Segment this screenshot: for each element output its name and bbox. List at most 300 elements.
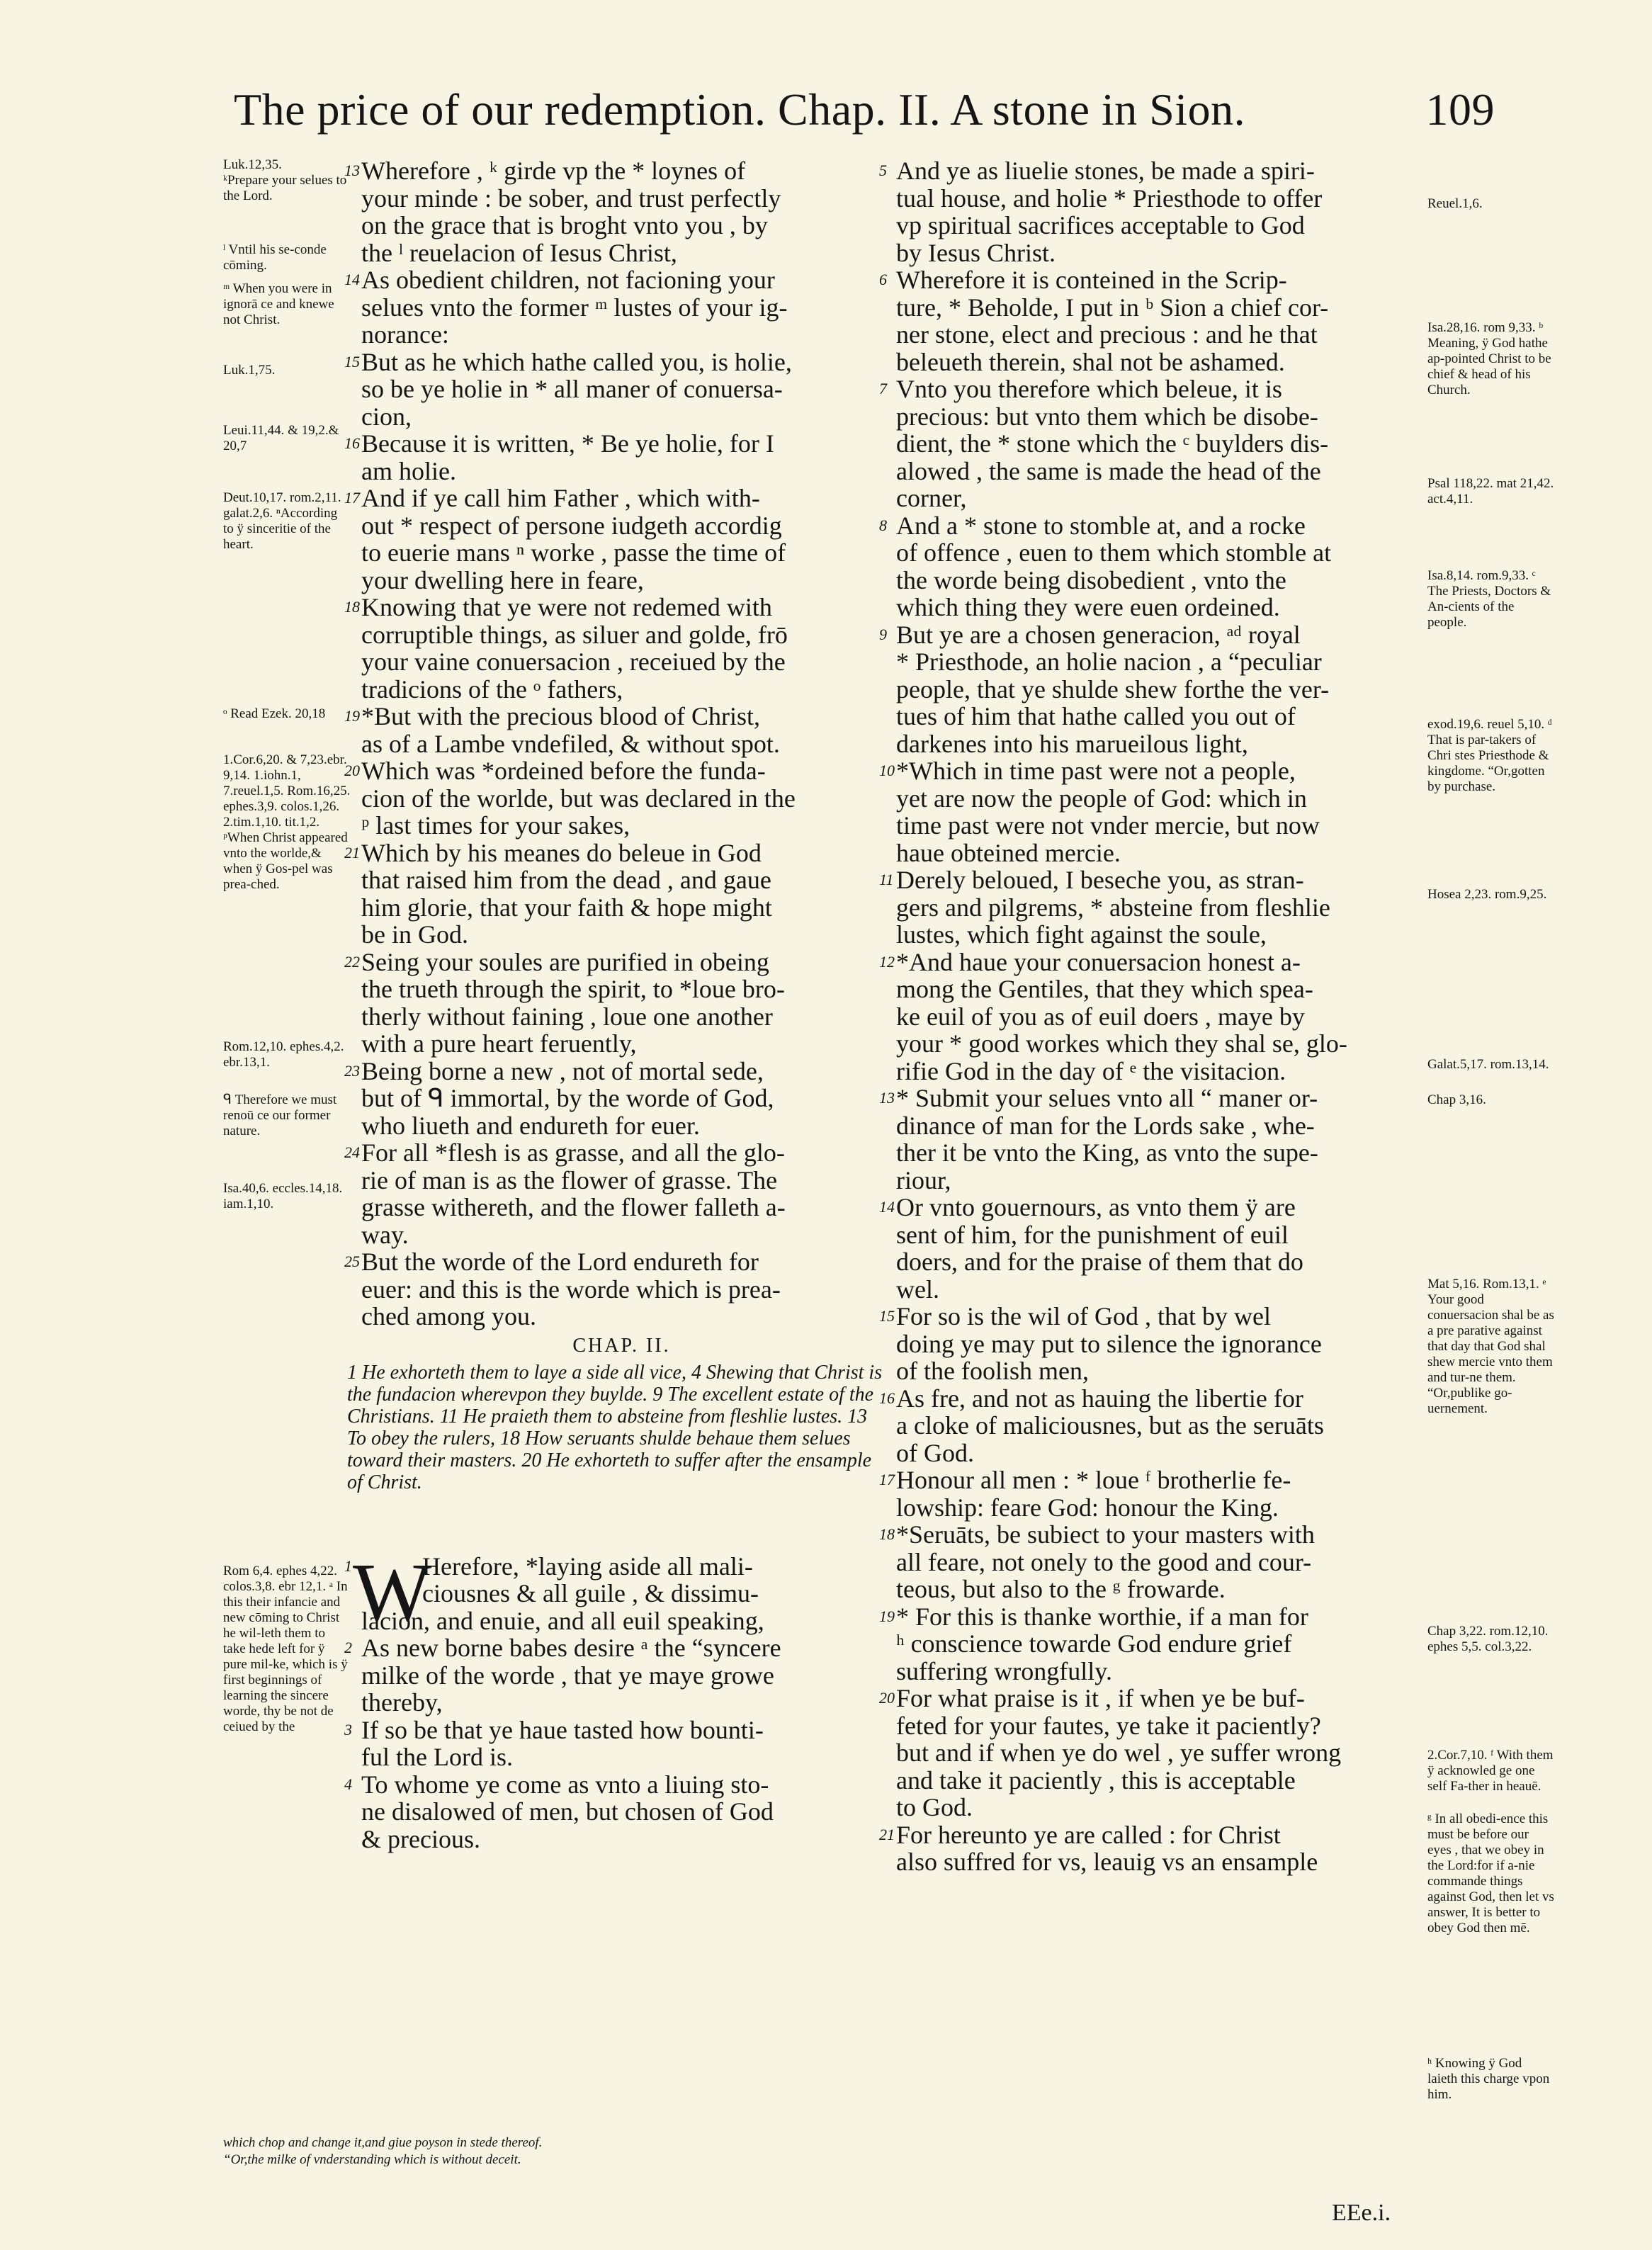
text-line xyxy=(361,567,889,594)
text-line xyxy=(896,485,1424,512)
text-line xyxy=(896,185,1424,213)
verse-number: 11 xyxy=(879,871,894,888)
header-title: The price of our redemption. Chap. II. A stone in Sion. xyxy=(234,84,1246,135)
verse-text: feted for your fautes, ye take it paciently? xyxy=(896,1711,1321,1740)
margin-note: ʰ Knowing ÿ God laieth this charge vpon him. xyxy=(1427,2056,1550,2102)
verse-number: 4 xyxy=(344,1775,352,1793)
text-line xyxy=(896,594,1424,621)
verse-text: yet are now the people of God: which in xyxy=(896,784,1307,813)
text-line xyxy=(896,1412,1424,1440)
verse-text: the trueth through the spirit, to *loue bro- xyxy=(361,975,785,1003)
text-line xyxy=(896,703,1424,730)
verse-number: 16 xyxy=(344,434,360,452)
text-line xyxy=(896,1139,1424,1167)
dropcap: W xyxy=(353,1545,432,1639)
verse-text: with a pure heart feruently, xyxy=(361,1029,637,1058)
verse-number: 2 xyxy=(344,1639,352,1656)
chapter-summary: 1 He exhorteth them to laye a side all vice, 4 Shewing that Christ is the fundacion wherevpon they buylde. 9 The excellent estate of the Christians. 11 He praieth them to absteine from fleshlie lustes. 13 To obey the rulers, 18 How seruants shulde behaue them selues toward their masters. 20 He exhorteth to suffer after the ensample of Christ. xyxy=(347,1361,883,1493)
text-line xyxy=(879,1084,1424,1112)
verse-text: Knowing that ye were not redemed with xyxy=(361,593,772,621)
verse-text: Seing your soules are purified in obeing xyxy=(361,947,769,976)
text-line xyxy=(896,648,1424,676)
verse-text: your dwelling here in feare, xyxy=(361,565,644,594)
verse-text: of God. xyxy=(896,1438,974,1467)
text-line xyxy=(361,185,889,213)
text-line xyxy=(879,266,1424,294)
text-line xyxy=(879,866,1424,894)
verse-text: Herefore, *laying aside all mali- xyxy=(422,1551,753,1581)
text-line xyxy=(361,1112,889,1140)
verse-text: *But with the precious blood of Christ, xyxy=(361,702,760,730)
text-line xyxy=(361,539,889,567)
text-line xyxy=(896,1549,1424,1576)
verse-text: * For this is thanke worthie, if a man for xyxy=(896,1602,1308,1631)
verse-text: rifie God in the day of ᵉ the visitacion. xyxy=(896,1056,1286,1085)
footnotes xyxy=(223,2135,790,2169)
verse-text: Wherefore , ᵏ girde vp the * loynes of xyxy=(361,157,746,185)
verse-text: gers and pilgrems, * absteine from fleshlie xyxy=(896,893,1330,922)
margin-note: Isa.28,16. rom 9,33. ᵇ Meaning, ÿ God hathe ap-pointed Christ to be chief & head of his Church. xyxy=(1427,320,1551,397)
verse-number: 14 xyxy=(344,271,360,288)
verse-text: *Which in time past were not a people, xyxy=(896,757,1296,785)
verse-number: 5 xyxy=(879,162,887,179)
text-line xyxy=(896,921,1424,949)
verse-text: Which was *ordeined before the funda- xyxy=(361,757,766,785)
text-line xyxy=(361,1662,889,1690)
text-line xyxy=(344,1715,889,1744)
verse-text: And if ye call him Father , which with- xyxy=(361,484,760,512)
verse-number: 17 xyxy=(344,489,360,507)
text-line xyxy=(896,349,1424,376)
verse-text: *Seruāts, be subiect to your masters with xyxy=(896,1520,1315,1549)
text-line xyxy=(344,757,889,785)
verse-text: the ˡ reuelacion of Iesus Christ, xyxy=(361,238,677,267)
verse-text: time past were not vnder mercie, but now xyxy=(896,811,1320,839)
margin-note: Isa.40,6. eccles.14,18. iam.1,10. xyxy=(223,1181,343,1211)
text-line xyxy=(361,1085,889,1112)
verse-number: 22 xyxy=(344,952,360,971)
verse-text: milke of the worde , that ye maye growe xyxy=(361,1661,774,1690)
verse-text: norance: xyxy=(361,320,449,349)
text-line xyxy=(361,1303,889,1330)
text-line xyxy=(896,212,1424,239)
verse-text: corruptible things, as siluer and golde, frō xyxy=(361,620,788,649)
verse-text: ther it be vnto the King, as vnto the supe- xyxy=(896,1138,1318,1167)
verse-text: ner stone, elect and precious : and he that xyxy=(896,320,1318,349)
verse-text: him glorie, that your faith & hope might xyxy=(361,893,772,922)
text-line xyxy=(896,1658,1424,1685)
verse-text: your vaine conuersacion , receiued by the xyxy=(361,648,786,676)
text-line xyxy=(361,1167,889,1194)
verse-number: 9 xyxy=(879,625,887,643)
text-line xyxy=(344,593,889,621)
verse-number: 12 xyxy=(879,952,895,971)
text-line xyxy=(896,539,1424,567)
verse-number: 16 xyxy=(879,1389,895,1407)
verse-text: For what praise is it , if when ye be buf- xyxy=(896,1684,1305,1712)
text-line xyxy=(879,1466,1424,1494)
text-line xyxy=(361,212,889,239)
margin-note: exod.19,6. reuel 5,10. ᵈ That is par-takers of Chri stes Priesthode & kingdome. “Or,gotten by purchase. xyxy=(1427,717,1552,794)
text-line xyxy=(896,785,1424,813)
text-line xyxy=(361,976,889,1003)
text-line xyxy=(361,1580,889,1607)
text-line xyxy=(896,1276,1424,1304)
verse-text: doing ye may put to silence the ignorance xyxy=(896,1329,1322,1358)
verse-text: sent of him, for the punishment of euil xyxy=(896,1220,1289,1249)
text-line xyxy=(344,947,889,976)
text-line xyxy=(344,1248,889,1276)
text-line xyxy=(896,1030,1424,1058)
margin-note: Mat 5,16. Rom.13,1. ᵉ Your good conuersacion shal be as a pre parative against that day that God shal shew mercie vnto them and tur-ne them. “Or,publike go-uernement. xyxy=(1427,1277,1554,1416)
verse-text: teous, but also to the ᵍ frowarde. xyxy=(896,1575,1226,1603)
text-line xyxy=(344,1634,889,1662)
verse-text: Because it is written, * Be ye holie, for I xyxy=(361,429,774,458)
verse-number: 20 xyxy=(344,762,360,779)
text-line xyxy=(344,702,889,730)
text-line xyxy=(361,294,889,322)
verse-text: so be ye holie in * all maner of conuersa- xyxy=(361,375,783,403)
text-line xyxy=(361,1826,889,1853)
text-line xyxy=(361,676,889,703)
verse-text: Or vnto gouernours, as vnto them ÿ are xyxy=(896,1193,1296,1221)
verse-text: But the worde of the Lord endureth for xyxy=(361,1248,759,1276)
verse-text: And ye as liuelie stones, be made a spiri- xyxy=(896,157,1315,185)
text-line xyxy=(896,1167,1424,1194)
text-line xyxy=(361,894,889,922)
verse-text: haue obteined mercie. xyxy=(896,838,1121,867)
text-line xyxy=(896,1357,1424,1385)
verse-number: 6 xyxy=(879,271,887,288)
verse-text: rie of man is as the flower of grasse. The xyxy=(361,1165,778,1194)
text-line xyxy=(344,1551,889,1581)
verse-text: suffering wrongfully. xyxy=(896,1656,1112,1685)
margin-note: Chap 3,16. xyxy=(1427,1092,1486,1107)
text-line xyxy=(896,294,1424,322)
margin-note: ᑫ Therefore we must renoū ce our former nature. xyxy=(223,1092,337,1138)
text-line xyxy=(896,1330,1424,1358)
margin-note: ᵍ In all obedi-ence this must be before our eyes , that we obey in the Lord:for if a-nie commande things against God, then let vs answer, It is better to obey God then mē. xyxy=(1427,1811,1554,1935)
verse-text: For all *flesh is as grasse, and all the glo- xyxy=(361,1138,785,1167)
text-line xyxy=(361,1689,889,1717)
verse-text: euer: and this is the worde which is prea- xyxy=(361,1274,781,1304)
verse-text: your * good workes which they shal se, glo- xyxy=(896,1029,1347,1058)
text-line xyxy=(896,1058,1424,1085)
verse-text: corner, xyxy=(896,484,967,512)
margin-note: ᵐ When you were in ignorā ce and knewe not Christ. xyxy=(223,281,334,327)
verse-number: 17 xyxy=(879,1471,895,1488)
margin-note: Leui.11,44. & 19,2.& 20,7 xyxy=(223,423,339,453)
verse-text: * Priesthode, an holie nacion , a “peculiar xyxy=(896,648,1322,676)
text-line xyxy=(344,266,889,294)
verse-text: the worde being disobedient , vnto the xyxy=(896,565,1286,594)
verse-number: 14 xyxy=(879,1198,895,1216)
verse-text: As obedient children, not facioning your xyxy=(361,266,775,294)
verse-text: beleueth therein, shal not be ashamed. xyxy=(896,347,1285,376)
text-line xyxy=(896,1848,1424,1876)
verse-text: precious: but vnto them which be disobe- xyxy=(896,402,1318,431)
verse-text: For hereunto ye are called : for Christ xyxy=(896,1820,1281,1849)
verse-text: vp spiritual sacrifices acceptable to God xyxy=(896,211,1305,239)
verse-number: 19 xyxy=(344,707,360,725)
verse-text: lacion, and enuie, and all euil speaking, xyxy=(361,1606,764,1635)
verse-text: ᵖ last times for your sakes, xyxy=(361,811,630,839)
verse-text: grasse withereth, and the flower falleth a- xyxy=(361,1193,786,1221)
text-line xyxy=(896,1767,1424,1794)
text-line xyxy=(344,1056,889,1085)
text-line xyxy=(879,757,1424,785)
verse-text: wel. xyxy=(896,1274,939,1304)
text-line xyxy=(361,621,889,649)
verse-text: also suffred for vs, leauig vs an ensample xyxy=(896,1848,1318,1876)
text-line xyxy=(896,839,1424,867)
margin-note: Isa.8,14. rom.9,33. ᶜ The Priests, Doctors & An-cients of the people. xyxy=(1427,568,1551,630)
verse-number: 23 xyxy=(344,1061,360,1080)
text-line xyxy=(896,1221,1424,1249)
verse-text: of the foolish men, xyxy=(896,1357,1089,1385)
verse-text: * Submit your selues vnto all “ maner or- xyxy=(896,1084,1318,1112)
text-line xyxy=(344,347,889,376)
text-line xyxy=(344,838,889,867)
right-column xyxy=(879,157,1424,2233)
verse-text: on the grace that is broght vnto you , by xyxy=(361,211,768,239)
verse-text: but and if when ye do wel , ye suffer wrong xyxy=(896,1739,1342,1767)
verse-number: 18 xyxy=(879,1525,895,1543)
verse-text: therly without faining , loue one another xyxy=(361,1002,773,1031)
text-line xyxy=(344,1770,889,1799)
text-line xyxy=(879,1384,1424,1413)
text-line xyxy=(361,866,889,894)
text-line xyxy=(896,894,1424,922)
text-line xyxy=(896,1712,1424,1740)
text-line xyxy=(361,1003,889,1031)
signature-mark: EEe.i. xyxy=(1332,2200,1391,2226)
text-line xyxy=(879,375,1424,403)
verse-text: doers, and for the praise of them that do xyxy=(896,1248,1303,1276)
verse-number: 21 xyxy=(879,1825,895,1843)
verse-number: 19 xyxy=(879,1607,895,1625)
verse-number: 15 xyxy=(344,352,360,371)
text-line xyxy=(361,812,889,839)
verse-text: As fre, and not as hauing the libertie for xyxy=(896,1384,1303,1413)
page-number: 109 xyxy=(1425,84,1495,135)
text-line xyxy=(896,1112,1424,1140)
running-header xyxy=(234,84,1495,154)
text-line xyxy=(896,1739,1424,1767)
verse-text: be in God. xyxy=(361,920,468,949)
verse-text: thereby, xyxy=(361,1688,443,1717)
verse-text: alowed , the same is made the head of the xyxy=(896,456,1321,485)
verse-text: cion, xyxy=(361,402,412,431)
text-line xyxy=(879,1520,1424,1549)
verse-text: Wherefore it is conteined in the Scrip- xyxy=(896,266,1287,294)
verse-text: which thing they were euen ordeined. xyxy=(896,593,1280,621)
text-line xyxy=(361,1194,889,1221)
verse-text: & precious. xyxy=(361,1824,480,1853)
verse-text: ke euil of you as of euil doers , maye by xyxy=(896,1002,1305,1031)
margin-note: ˡ Vntil his se-conde cōming. xyxy=(223,242,327,273)
margin-note: Deut.10,17. rom.2,11. galat.2,6. ⁿAccording to ÿ sinceritie of the heart. xyxy=(223,490,341,552)
verse-number: 15 xyxy=(879,1307,895,1325)
text-line xyxy=(361,512,889,540)
text-line xyxy=(344,484,889,512)
verse-text: ciousnes & all guile , & dissimu- xyxy=(422,1579,759,1607)
text-line xyxy=(361,458,889,485)
verse-number: 10 xyxy=(879,762,895,779)
text-line xyxy=(361,1798,889,1826)
verse-text: tual house, and holie * Priesthode to offer xyxy=(896,183,1323,213)
verse-text: But as he which hathe called you, is holie, xyxy=(361,347,792,376)
verse-text: As new borne babes desire ᵃ the “syncere xyxy=(361,1634,781,1662)
verse-text: riour, xyxy=(896,1165,951,1194)
verse-number: 7 xyxy=(879,380,887,397)
verse-text: of offence , euen to them which stomble at xyxy=(896,538,1332,567)
verse-number: 24 xyxy=(344,1143,360,1161)
verse-text: but of ᑫ immortal, by the worde of God, xyxy=(361,1084,774,1112)
margin-note: 1.Cor.6,20. & 7,23.ebr. 9,14. 1.iohn.1, 7.reuel.1,5. Rom.16,25. ephes.3,9. colos.1,26. 2.tim.1,10. tit.1,2. ᵖWhen Christ appeared vnto the worlde,& when ÿ Gos-pel was prea-ched. xyxy=(223,752,351,892)
verse-text: dient, the * stone which the ᶜ buylders dis- xyxy=(896,429,1329,458)
inner-margin-notes xyxy=(1427,157,1558,2233)
verse-text: Being borne a new , not of mortal sede, xyxy=(361,1056,764,1085)
text-line xyxy=(361,239,889,267)
text-line xyxy=(896,1003,1424,1031)
text-line xyxy=(879,620,1424,649)
text-line xyxy=(361,730,889,758)
margin-note: Luk.12,35. ᵏPrepare your selues to the Lord. xyxy=(223,157,347,203)
verse-number: 8 xyxy=(879,516,887,534)
verse-text: Derely beloued, I beseche you, as stran- xyxy=(896,866,1304,894)
verse-text: Which by his meanes do beleue in God xyxy=(361,838,762,867)
text-line xyxy=(879,1193,1424,1221)
verse-text: dinance of man for the Lords sake , whe- xyxy=(896,1111,1315,1140)
verse-text: tradicions of the ᵒ fathers, xyxy=(361,674,623,703)
text-line xyxy=(879,1820,1424,1849)
text-line xyxy=(896,403,1424,431)
verse-number: 3 xyxy=(344,1720,352,1739)
verse-text: And a * stone to stomble at, and a rocke xyxy=(896,511,1306,540)
verse-text: *And haue your conuersacion honest a- xyxy=(896,947,1301,976)
verse-text: who liueth and endureth for euer. xyxy=(361,1111,700,1140)
text-line xyxy=(879,1602,1424,1631)
text-line xyxy=(879,157,1424,185)
text-line xyxy=(896,430,1424,458)
verse-text: ʰ conscience towarde God endure grief xyxy=(896,1629,1292,1658)
verse-number: 20 xyxy=(879,1689,895,1707)
verse-text: For so is the wil of God , that by wel xyxy=(896,1302,1271,1330)
verse-number: 18 xyxy=(344,598,360,616)
margin-note: Galat.5,17. rom.13,14. xyxy=(1427,1057,1549,1072)
text-line xyxy=(896,812,1424,839)
text-line xyxy=(896,321,1424,349)
verse-text: Honour all men : * loue ᶠ brotherlie fe- xyxy=(896,1466,1291,1494)
footnote: which chop and change it,and giue poyson in stede thereof. xyxy=(223,2135,543,2150)
verse-text: But ye are a chosen generacion, ᵃᵈ royal xyxy=(896,620,1301,649)
verse-text: lowship: feare God: honour the King. xyxy=(896,1493,1279,1522)
verse-text: people, that ye shulde shew forthe the ver- xyxy=(896,674,1330,703)
text-line xyxy=(361,1030,889,1058)
text-line xyxy=(361,1276,889,1304)
verse-text: and take it paciently , this is acceptable xyxy=(896,1765,1296,1794)
text-line xyxy=(896,1440,1424,1467)
text-line xyxy=(896,1794,1424,1821)
verse-text: mong the Gentiles, that they which spea- xyxy=(896,975,1313,1003)
verse-number: 13 xyxy=(344,162,360,179)
text-line xyxy=(344,429,889,458)
text-line xyxy=(344,1138,889,1167)
text-line xyxy=(361,1743,889,1771)
text-line xyxy=(896,730,1424,758)
margin-note: Luk.1,75. xyxy=(223,363,276,378)
text-line xyxy=(879,1684,1424,1712)
verse-text: as of a Lambe vndefiled, & without spot. xyxy=(361,729,780,758)
text-line xyxy=(879,1302,1424,1330)
text-line xyxy=(896,1248,1424,1276)
text-line xyxy=(896,567,1424,594)
verse-text: your minde : be sober, and trust perfectly xyxy=(361,183,781,213)
text-line xyxy=(896,1630,1424,1658)
verse-text: cion of the worlde, but was declared in the xyxy=(361,784,796,813)
verse-text: If so be that ye haue tasted how bounti- xyxy=(361,1715,764,1744)
text-line xyxy=(896,1576,1424,1603)
verse-text: Vnto you therefore which beleue, it is xyxy=(896,375,1282,403)
text-line xyxy=(361,403,889,431)
verse-text: to euerie mans ⁿ worke , passe the time of xyxy=(361,538,786,567)
verse-text: ture, * Beholde, I put in ᵇ Sion a chief cor- xyxy=(896,293,1329,322)
text-line xyxy=(361,321,889,349)
verse-text: a cloke of maliciousnes, but as the seruāts xyxy=(896,1411,1324,1440)
verse-text: all feare, not onely to the good and cour- xyxy=(896,1547,1312,1576)
text-line xyxy=(879,511,1424,540)
text-line xyxy=(361,1607,889,1635)
verse-text: that raised him from the dead , and gaue xyxy=(361,866,771,894)
text-line xyxy=(361,1221,889,1249)
text-line xyxy=(361,785,889,813)
verse-text: ched among you. xyxy=(361,1302,536,1330)
verse-text: tues of him that hathe called you out of xyxy=(896,702,1296,730)
verse-text: To whome ye come as vnto a liuing sto- xyxy=(361,1770,769,1799)
text-line xyxy=(896,458,1424,485)
verse-text: am holie. xyxy=(361,456,456,485)
margin-note: Psal 118,22. mat 21,42. act.4,11. xyxy=(1427,476,1554,507)
verse-number: 21 xyxy=(344,843,360,861)
left-column xyxy=(344,157,889,2233)
verse-number: 25 xyxy=(344,1253,360,1270)
verse-text: ne disalowed of men, but chosen of God xyxy=(361,1797,774,1826)
verse-text: lustes, which fight against the soule, xyxy=(896,920,1267,949)
margin-note: ᵒ Read Ezek. 20,18 xyxy=(223,706,326,721)
text-line xyxy=(896,239,1424,267)
verse-text: to God. xyxy=(896,1793,973,1821)
margin-note: Chap 3,22. rom.12,10. ephes 5,5. col.3,22. xyxy=(1427,1624,1549,1654)
chapter-heading: CHAP. II. xyxy=(572,1334,671,1357)
margin-note: Reuel.1,6. xyxy=(1427,196,1483,211)
verse-text: out * respect of persone iudgeth accordig xyxy=(361,511,782,540)
text-line xyxy=(361,375,889,403)
verse-text: way. xyxy=(361,1220,409,1249)
margin-note: Hosea 2,23. rom.9,25. xyxy=(1427,887,1547,902)
outer-margin-notes xyxy=(223,157,351,2233)
margin-note: Rom.12,10. ephes.4,2. ebr.13,1. xyxy=(223,1039,344,1070)
text-line xyxy=(361,648,889,676)
text-line xyxy=(361,921,889,949)
footnote: “Or,the milke of vnderstanding which is without deceit. xyxy=(223,2152,521,2167)
margin-note: 2.Cor.7,10. ᶠ With them ÿ acknowled ge one self Fa-ther in heauē. xyxy=(1427,1748,1554,1794)
margin-note: Rom 6,4. ephes 4,22. colos.3,8. ebr 12,1. ᵃ In this their infancie and new cōming to Christ he wil-leth them to take hede left for ÿ pure mil-ke, which is ÿ first beginnings of learning the sincere worde, thy be not de ceiued by the xyxy=(223,1564,348,1734)
text-line xyxy=(879,947,1424,976)
verse-text: ful the Lord is. xyxy=(361,1743,513,1771)
verse-text: darkenes into his marueilous light, xyxy=(896,729,1248,758)
text-line xyxy=(896,676,1424,703)
